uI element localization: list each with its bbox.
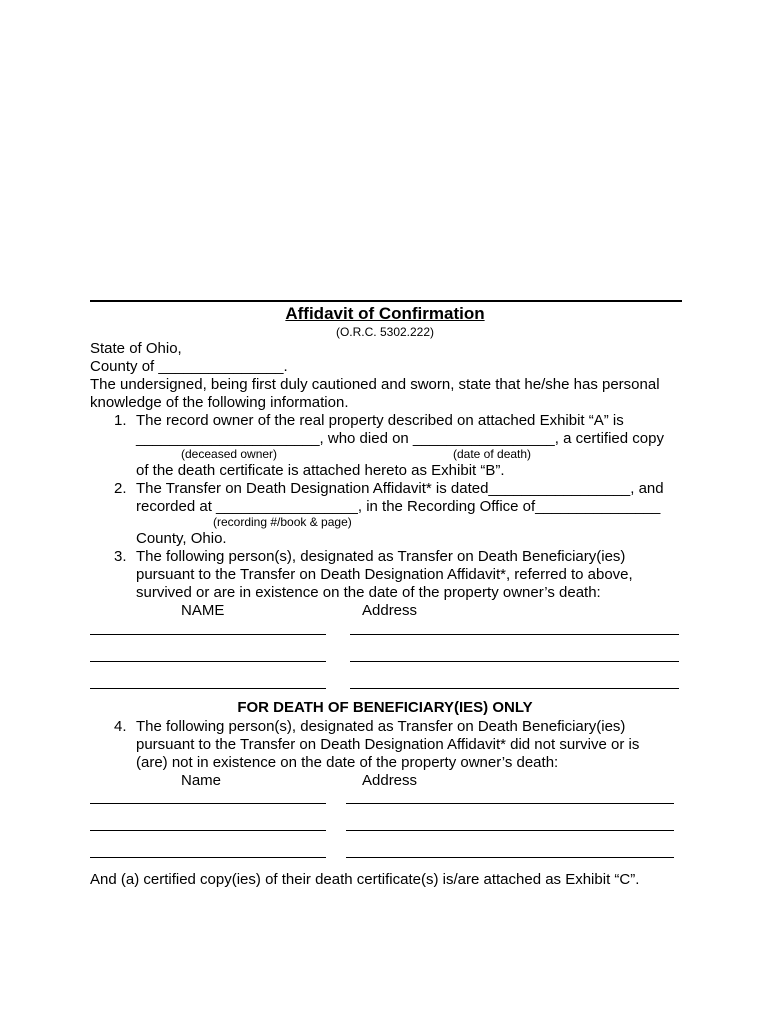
deceased-beneficiary-address-line [346,830,674,831]
beneficiary-name-line [90,688,326,689]
item2-line3: County, Ohio. [136,530,227,547]
beneficiary-address-line [350,688,679,689]
intro-line-1: The undersigned, being first duly cautioned and sworn, state that he/she has personal [90,376,660,393]
item1-line2: ______________________, who died on _________________, a certified copy [136,430,664,447]
document-title: Affidavit of Confirmation [285,304,485,323]
closing-statement: And (a) certified copy(ies) of their death certificate(s) is/are attached as Exhibit “C”. [90,871,640,888]
county-line: County of _______________. [90,358,288,375]
state-line: State of Ohio, [90,340,182,357]
deceased-beneficiary-address-line [346,857,674,858]
item4-address-header: Address [362,772,418,789]
item3-line3: survived or are in existence on the date of the property owner’s death: [136,584,601,601]
item3-line2: pursuant to the Transfer on Death Designation Affidavit*, referred to above, [136,566,633,583]
deceased-owner-label: (deceased owner) [181,447,278,461]
item4-number: 4. [114,718,127,735]
deceased-beneficiary-address-line [346,803,674,804]
section-heading: FOR DEATH OF BENEFICIARY(IES) ONLY [237,699,533,716]
item3-line1: The following person(s), designated as Transfer on Death Beneficiary(ies) [136,548,626,565]
beneficiary-name-line [90,661,326,662]
item1-line3: of the death certificate is attached hereto as Exhibit “B”. [136,462,505,479]
item2-line1: The Transfer on Death Designation Affidavit* is dated_________________, and [136,480,664,497]
beneficiary-address-line [350,661,679,662]
item1-number: 1. [114,412,127,429]
item2-number: 2. [114,480,127,497]
recording-label: (recording #/book & page) [213,515,352,529]
item2-line2: recorded at _________________, in the Recording Office of_______________ [136,498,661,515]
item1-line1: The record owner of the real property described on attached Exhibit “A” is [136,412,624,429]
date-of-death-label: (date of death) [453,447,532,461]
beneficiary-address-line [350,634,679,635]
deceased-beneficiary-name-line [90,857,326,858]
document-subtitle: (O.R.C. 5302.222) [335,325,435,339]
item4-line2: pursuant to the Transfer on Death Designation Affidavit* did not survive or is [136,736,640,753]
top-rule [90,300,682,302]
item3-address-header: Address [362,602,418,619]
item4-line3: (are) not in existence on the date of the property owner’s death: [136,754,559,771]
deceased-beneficiary-name-line [90,803,326,804]
intro-line-2: knowledge of the following information. [90,394,349,411]
deceased-beneficiary-name-line [90,830,326,831]
item4-name-header: Name [181,772,222,789]
item3-number: 3. [114,548,127,565]
item3-name-header: NAME [181,602,225,619]
beneficiary-name-line [90,634,326,635]
item4-line1: The following person(s), designated as Transfer on Death Beneficiary(ies) [136,718,626,735]
